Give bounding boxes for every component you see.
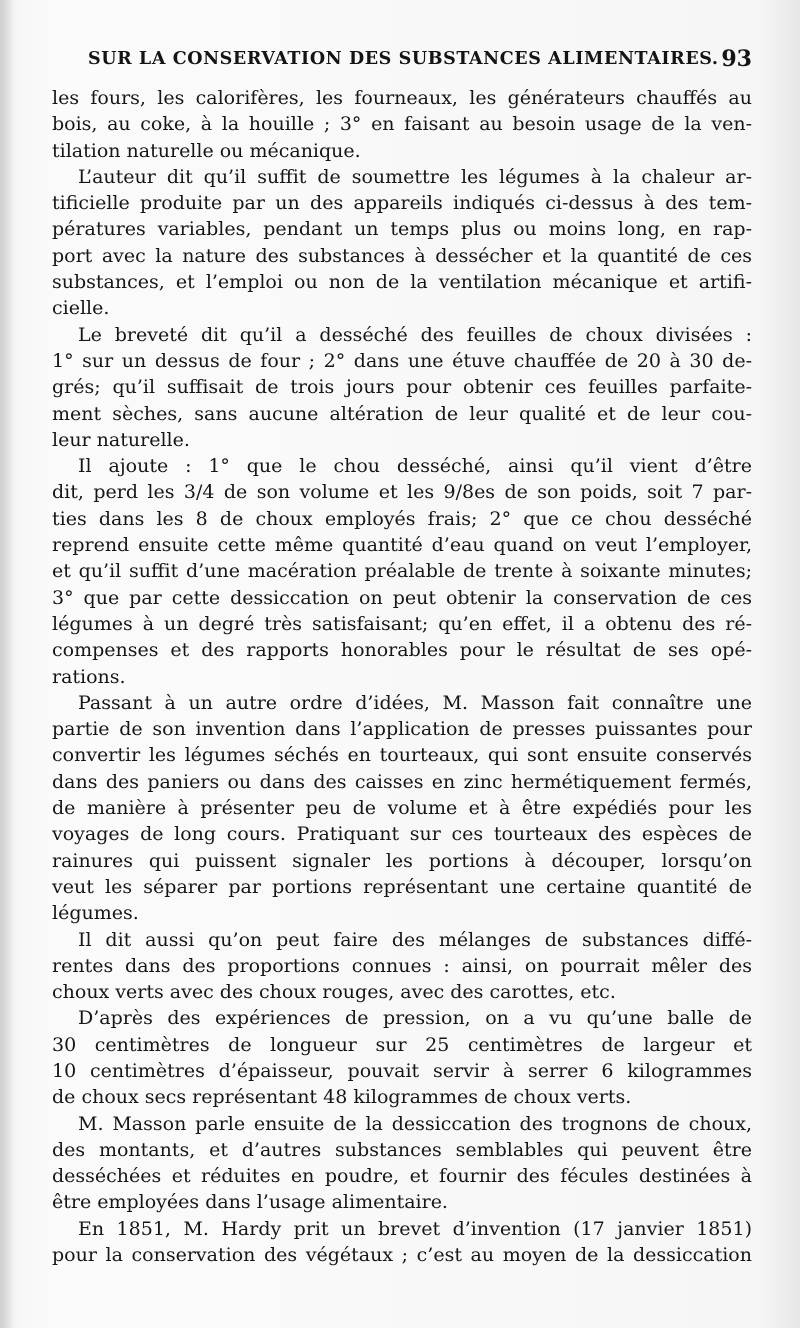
text-line: cielle. [52, 297, 110, 320]
text-line: des montants, et d’autres substances semblables qui peuvent être [52, 1138, 752, 1161]
text-line: être employées dans l’usage alimentaire. [52, 1191, 448, 1214]
text-line: partie de son invention dans l’application de presses puissantes pour [52, 718, 752, 741]
text-line: tilation naturelle ou mécanique. [52, 139, 361, 162]
text-line: Passant à un autre ordre d’idées, M. Masson fait connaître une [78, 691, 752, 714]
text-line: 1° sur un dessus de four ; 2° dans une étuve chauffée de 20 à 30 de- [52, 349, 752, 372]
text-line: En 1851, M. Hardy prit un brevet d’invention (17 janvier 1851) [78, 1217, 752, 1240]
body-text [52, 85, 752, 1268]
text-line: substances, et l’emploi ou non de la ventilation mécanique et artifi- [52, 271, 752, 294]
text-line: Il dit aussi qu’on peut faire des mélanges de substances diffé- [78, 928, 752, 951]
running-header [52, 38, 752, 80]
text-line: reprend ensuite cette même quantité d’eau quand on veut l’employer, [52, 534, 752, 557]
text-line: 30 centimètres de longueur sur 25 centimètres de largeur et [52, 1033, 752, 1056]
text-line: 10 centimètres d’épaisseur, pouvait servir à serrer 6 kilogrammes [52, 1059, 752, 1082]
text-line: pour la conservation des végétaux ; c’est au moyen de la dessiccation [52, 1244, 752, 1267]
text-line: les fours, les calorifères, les fourneaux, les générateurs chauffés au [52, 87, 752, 109]
text-line: légumes. [52, 902, 139, 925]
text-line: port avec la nature des substances à dessécher et la quantité de ces [52, 244, 752, 267]
page-gutter-shadow [0, 0, 14, 1328]
text-line: convertir les légumes séchés en tourteaux, qui sont ensuite conservés [52, 744, 752, 767]
page-number: 93 [721, 46, 752, 72]
text-line: choux verts avec des choux rouges, avec des carottes, etc. [52, 981, 616, 1004]
text-line: ment sèches, sans aucune altération de leur qualité et de leur cou- [52, 402, 752, 425]
text-line: L’auteur dit qu’il suffit de soumettre les légumes à la chaleur ar- [78, 165, 752, 188]
running-title: SUR LA CONSERVATION DES SUBSTANCES ALIMENTAIRES. [88, 49, 719, 69]
text-line: bois, au coke, à la houille ; 3° en faisant au besoin usage de la ven- [52, 113, 752, 136]
text-line: Il ajoute : 1° que le chou desséché, ainsi qu’il vient d’être [78, 455, 752, 478]
text-line: rainures qui puissent signaler les portions à découper, lorsqu’on [52, 849, 752, 872]
text-line: 3° que par cette dessiccation on peut obtenir la conservation de ces [52, 586, 752, 609]
text-line: voyages de long cours. Pratiquant sur ces tourteaux des espèces de [52, 823, 752, 846]
text-line: ties dans les 8 de choux employés frais; 2° que ce chou desséché [52, 507, 752, 530]
text-line: pératures variables, pendant un temps plus ou moins long, en rap- [52, 218, 752, 241]
text-line: tificielle produite par un des appareils indiqués ci-dessus à des tem- [52, 192, 752, 215]
text-line: dans des paniers ou dans des caisses en zinc hermétiquement fermés, [52, 770, 752, 793]
text-line: grés; qu’il suffisait de trois jours pour obtenir ces feuilles parfaite- [52, 376, 752, 399]
text-line: dit, perd les 3/4 de son volume et les 9/8es de son poids, soit 7 par- [52, 481, 752, 504]
text-line: Le breveté dit qu’il a desséché des feuilles de choux divisées : [78, 323, 752, 346]
text-line: leur naturelle. [52, 428, 190, 451]
text-line: M. Masson parle ensuite de la dessiccation des trognons de choux, [78, 1112, 752, 1135]
text-line: de manière à présenter peu de volume et à être expédiés pour les [52, 797, 752, 820]
text-line: D’après des expériences de pression, on a vu qu’une balle de [78, 1007, 752, 1030]
text-line: et qu’il suffit d’une macération préalable de trente à soixante minutes; [52, 560, 752, 583]
text-line: légumes à un degré très satisfaisant; qu’en effet, il a obtenu des ré- [52, 612, 752, 635]
text-line: desséchées et réduites en poudre, et fournir des fécules destinées à [52, 1165, 752, 1188]
text-line: rations. [52, 665, 126, 688]
text-line: rentes dans des proportions connues : ainsi, on pourrait mêler des [52, 954, 752, 977]
text-line: de choux secs représentant 48 kilogrammes de choux verts. [52, 1086, 632, 1109]
text-line: compenses et des rapports honorables pour le résultat de ses opé- [52, 639, 752, 662]
text-line: veut les séparer par portions représentant une certaine quantité de [52, 875, 752, 898]
